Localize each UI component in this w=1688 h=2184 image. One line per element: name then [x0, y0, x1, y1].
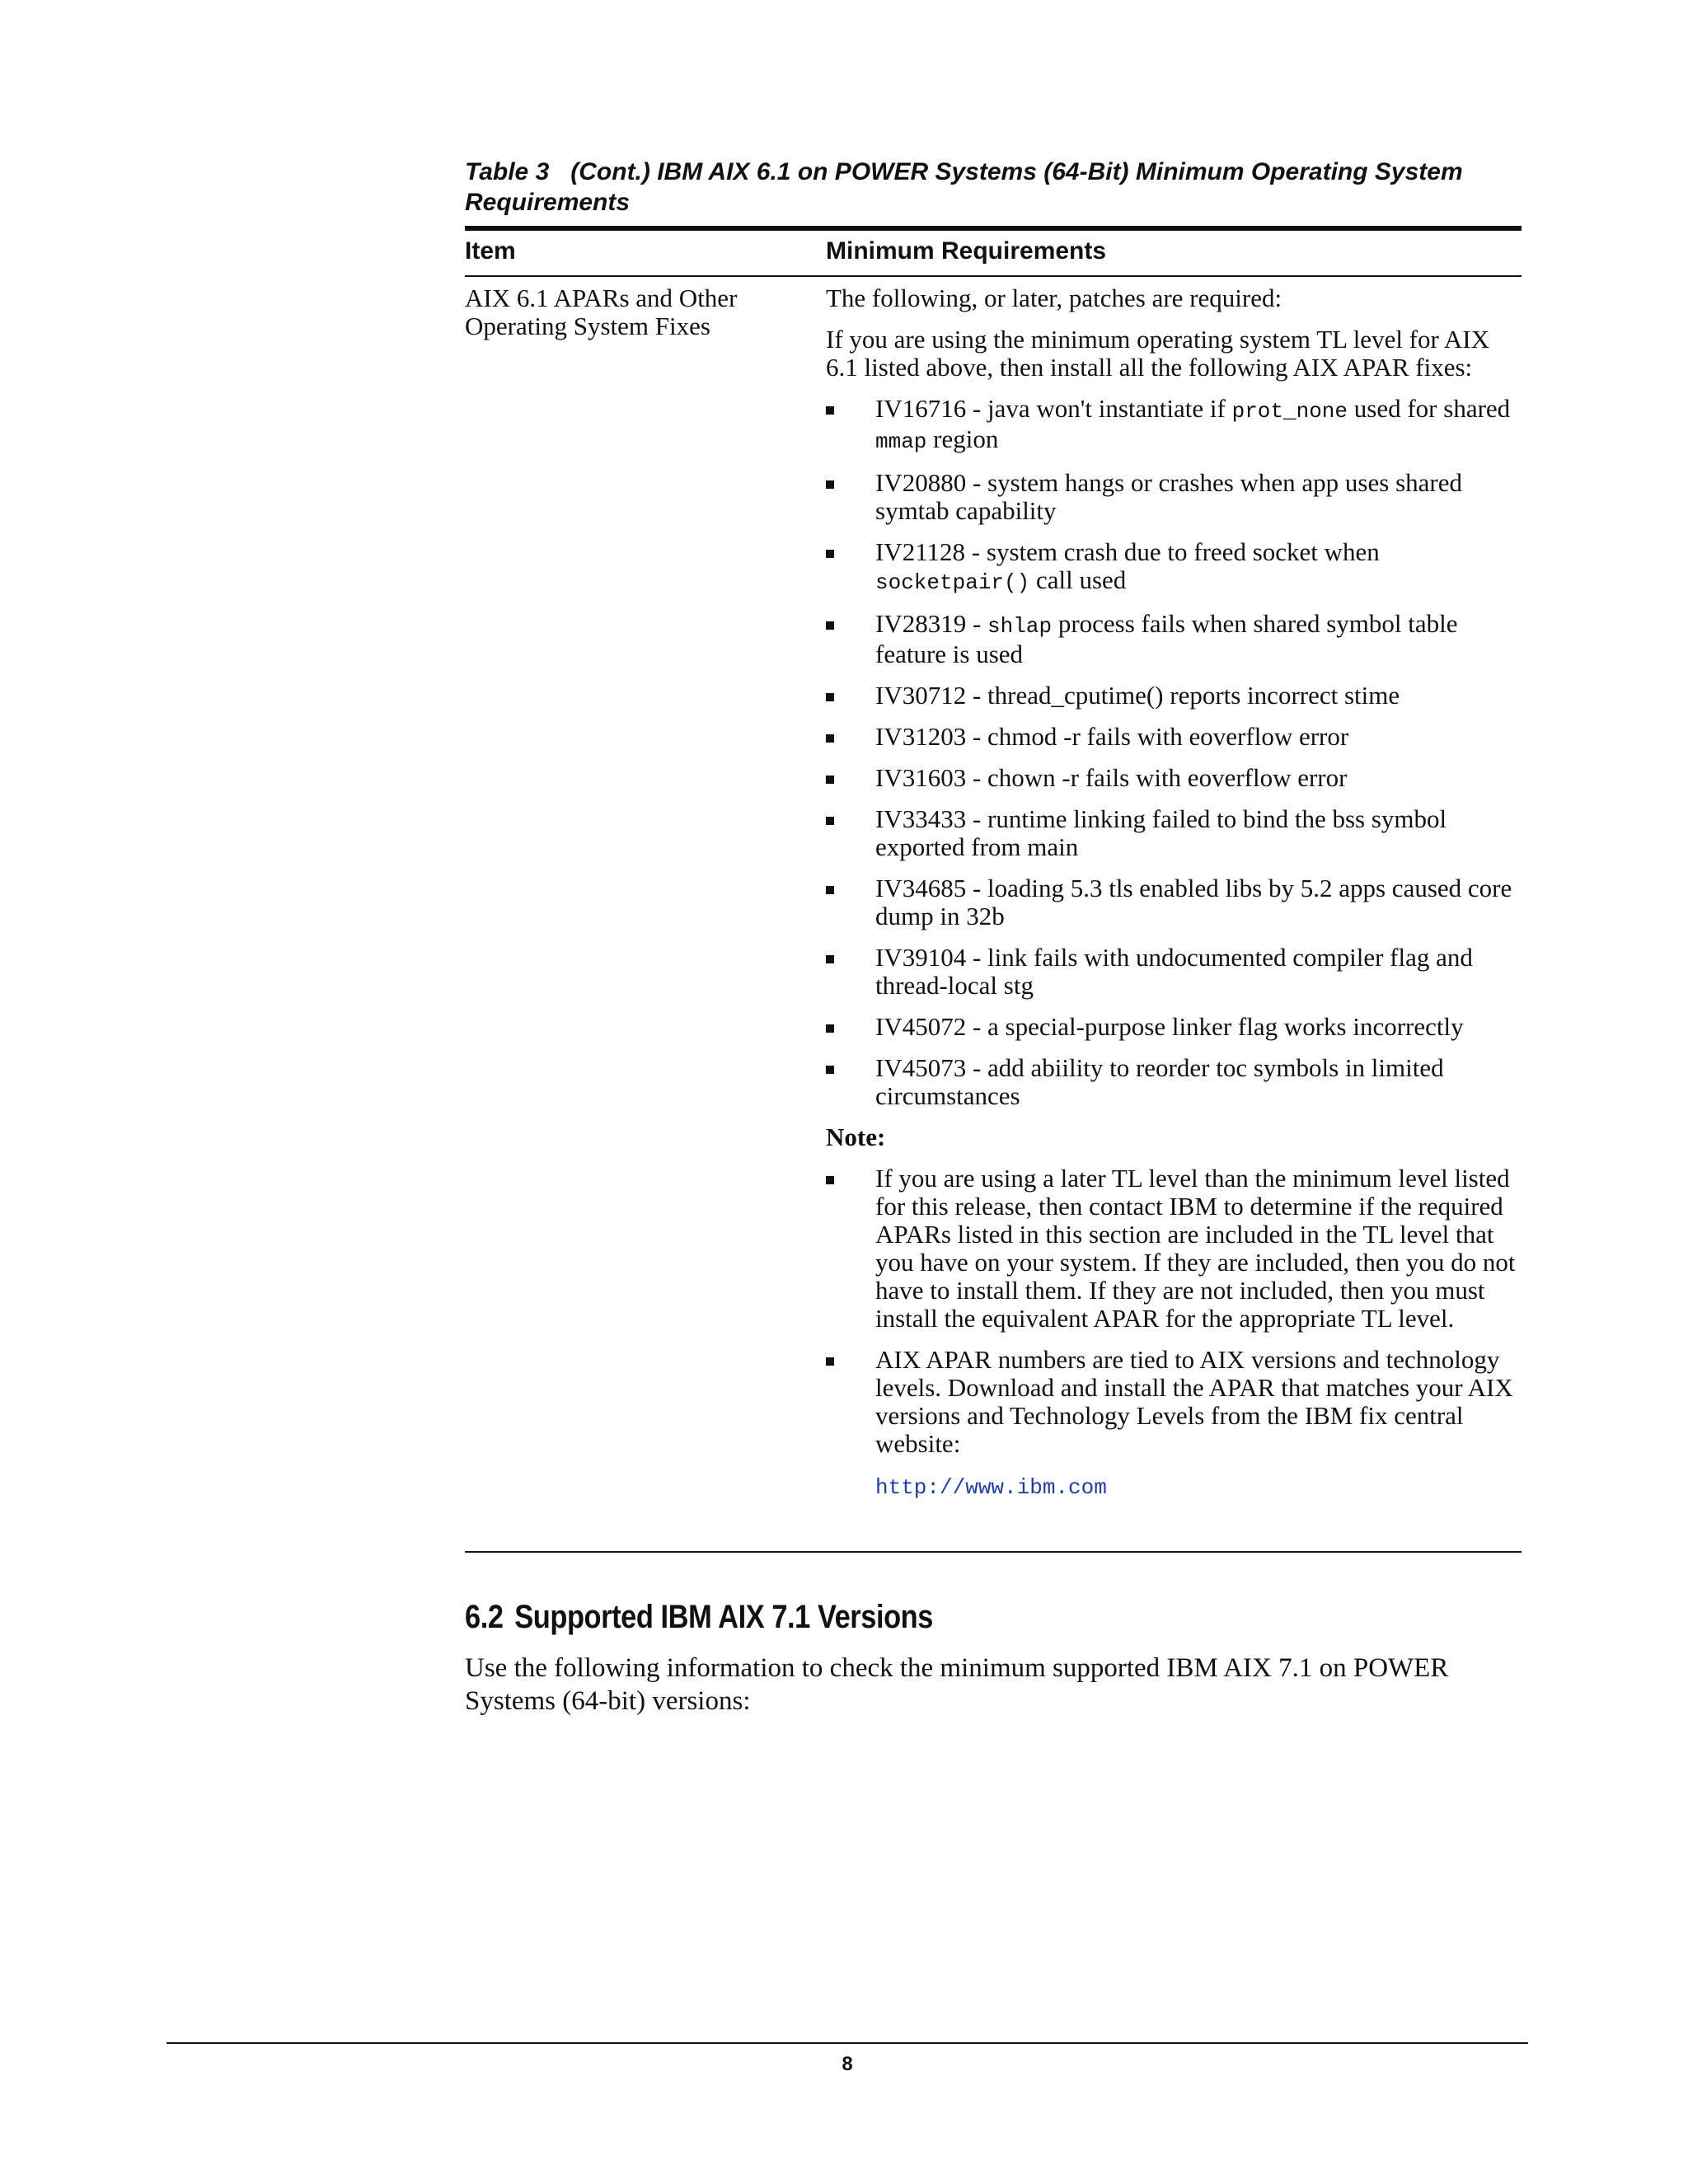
table-cell-item: AIX 6.1 APARs and Other Operating System Fixes	[465, 284, 738, 340]
bullet-icon	[826, 955, 834, 963]
inline-code: mmap	[875, 429, 927, 454]
bullet-icon	[826, 550, 834, 558]
table-caption	[465, 157, 1528, 218]
bullet-icon	[826, 1357, 834, 1366]
apar-fix-list	[826, 395, 1522, 1110]
requirements-condition: If you are using the minimum operating system TL level for AIX 6.1 listed above, then install all the following AIX APAR fixes:	[826, 325, 1489, 382]
list-item: AIX APAR numbers are tied to AIX versions and technology levels. Download and install the APAR that matches your AIX versions and Technology Levels from the IBM fix central website:	[826, 1346, 1522, 1458]
inline-code: shlap	[987, 614, 1053, 639]
list-item: IV21128 - system crash due to freed socket when socketpair() call used	[826, 538, 1522, 597]
section-number: 6.2	[465, 1599, 504, 1635]
table-caption-label: Table 3	[465, 158, 550, 185]
bullet-icon	[826, 480, 834, 489]
inline-code: prot_none	[1231, 399, 1348, 424]
list-item: IV31203 - chmod -r fails with eoverflow error	[826, 723, 1522, 751]
bullet-icon	[826, 406, 834, 415]
bullet-icon	[826, 776, 834, 784]
column-header-item: Item	[465, 237, 516, 265]
list-item: IV33433 - runtime linking failed to bind the bss symbol exported from main	[826, 805, 1522, 861]
list-item: IV45073 - add abiility to reorder toc symbols in limited circumstances	[826, 1054, 1522, 1110]
bullet-icon	[826, 817, 834, 825]
list-item: IV45072 - a special-purpose linker flag works incorrectly	[826, 1013, 1522, 1041]
bullet-icon	[826, 621, 834, 630]
bullet-icon	[826, 693, 834, 701]
list-item: IV28319 - shlap process fails when shared symbol table feature is used	[826, 610, 1522, 668]
footer-rule	[166, 2042, 1528, 2044]
list-item: IV20880 - system hangs or crashes when app uses shared symtab capability	[826, 469, 1522, 525]
bullet-icon	[826, 1176, 834, 1184]
section-title: Supported IBM AIX 7.1 Versions	[514, 1599, 933, 1635]
list-item: IV16716 - java won't instantiate if prot_none used for shared mmap region	[826, 395, 1522, 456]
header-rule	[465, 275, 1522, 277]
requirements-intro: The following, or later, patches are required:	[826, 284, 1282, 312]
list-item: IV39104 - link fails with undocumented compiler flag and thread-local stg	[826, 944, 1522, 1000]
list-item: If you are using a later TL level than the minimum level listed for this release, then contact IBM to determine if the required APARs listed in this section are included in the TL level that you have on your system. If they are included, then you do not have to install them. If they are not included, then you must install the equivalent APAR for the appropriate TL level.	[826, 1165, 1522, 1333]
note-label: Note:	[826, 1122, 886, 1151]
list-item: IV34685 - loading 5.3 tls enabled libs by 5.2 apps caused core dump in 32b	[826, 874, 1522, 930]
inline-code: socketpair()	[875, 570, 1030, 595]
column-header-requirements: Minimum Requirements	[826, 237, 1107, 265]
bullet-icon	[826, 1024, 834, 1033]
list-item: IV31603 - chown -r fails with eoverflow error	[826, 764, 1522, 792]
table-cell-requirements	[826, 284, 1522, 1515]
page-number: 8	[842, 2053, 853, 2075]
section-body: Use the following information to check the minimum supported IBM AIX 7.1 on POWER Systems (64-bit) versions:	[465, 1653, 1449, 1716]
bullet-icon	[826, 1066, 834, 1074]
section-heading	[465, 1597, 1379, 1637]
bullet-icon	[826, 886, 834, 894]
url-line	[826, 1471, 1522, 1502]
ibm-link[interactable]: http://www.ibm.com	[875, 1475, 1107, 1500]
bullet-icon	[826, 734, 834, 743]
table-bottom-rule	[465, 1551, 1522, 1553]
note-list	[826, 1165, 1522, 1458]
table-caption-title: (Cont.) IBM AIX 6.1 on POWER Systems (64-Bit) Minimum Operating System Requirements	[465, 158, 1463, 216]
list-item: IV30712 - thread_cputime() reports incorrect stime	[826, 682, 1522, 710]
table-top-rule	[465, 226, 1522, 231]
